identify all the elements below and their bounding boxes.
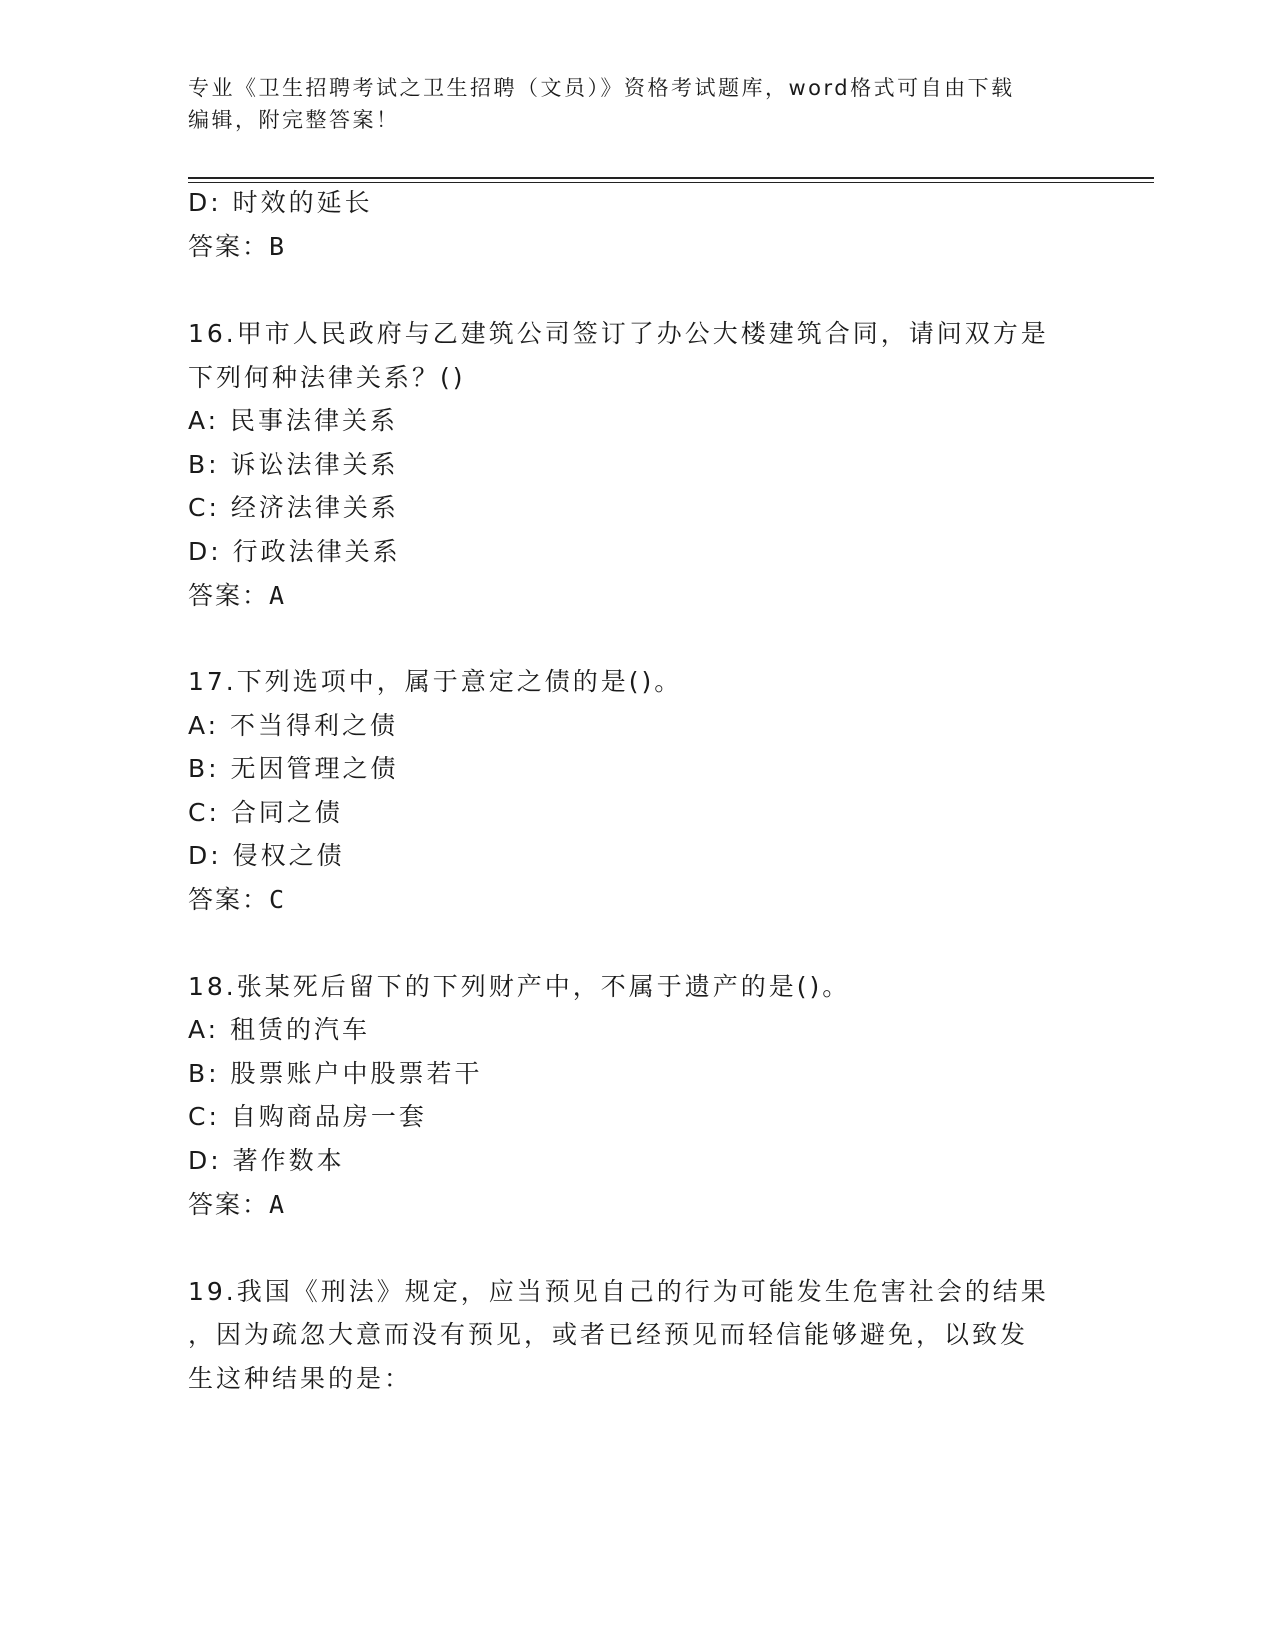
question-stem: 17.下列选项中，属于意定之债的是()。 [188,667,683,696]
answer-value: A [269,1190,287,1219]
question-stem: ，因为疏忽大意而没有预见，或者已经预见而轻信能够避免，以致发 [188,1320,1029,1349]
answer-line [188,883,1088,917]
option-c: C: 自购商品房一套 [188,1102,427,1131]
answer-label: 答案： [188,581,270,610]
question-stem: 下列何种法律关系？() [188,363,466,392]
option-b: B: 股票账户中股票若干 [188,1059,483,1088]
question-stem: 16.甲市人民政府与乙建筑公司签订了办公大楼建筑合同，请问双方是 [188,319,1049,348]
option-d: D: 著作数本 [188,1146,345,1175]
answer-label: 答案： [188,1190,270,1219]
option-b: B: 诉讼法律关系 [188,450,399,479]
question-stem: 18.张某死后留下的下列财产中，不属于遗产的是()。 [188,972,851,1001]
answer-label: 答案： [188,885,270,914]
option-d: D: 时效的延长 [188,188,373,217]
option-a: A: 不当得利之债 [188,711,399,740]
answer-value: A [269,581,287,610]
answer-line [188,230,1088,264]
header-divider-thick [188,177,1154,179]
option-c: C: 合同之债 [188,798,343,827]
answer-line [188,1188,1088,1222]
header-line-2: 编辑，附完整答案！ [188,108,400,132]
option-c: C: 经济法律关系 [188,493,399,522]
answer-value: B [269,232,287,261]
answer-label: 答案： [188,232,270,261]
option-d: D: 行政法律关系 [188,537,401,566]
question-stem: 19.我国《刑法》规定，应当预见自己的行为可能发生危害社会的结果 [188,1277,1049,1306]
header-line-1: 专业《卫生招聘考试之卫生招聘（文员）》资格考试题库，word格式可自由下载 [188,76,1015,100]
option-b: B: 无因管理之债 [188,754,399,783]
option-d: D: 侵权之债 [188,841,345,870]
document-header [188,72,1088,136]
option-a: A: 民事法律关系 [188,406,399,435]
answer-value: C [269,885,287,914]
answer-line [188,579,1088,613]
header-divider-thin [188,182,1154,183]
question-stem: 生这种结果的是： [188,1364,413,1393]
option-a: A: 租赁的汽车 [188,1015,371,1044]
